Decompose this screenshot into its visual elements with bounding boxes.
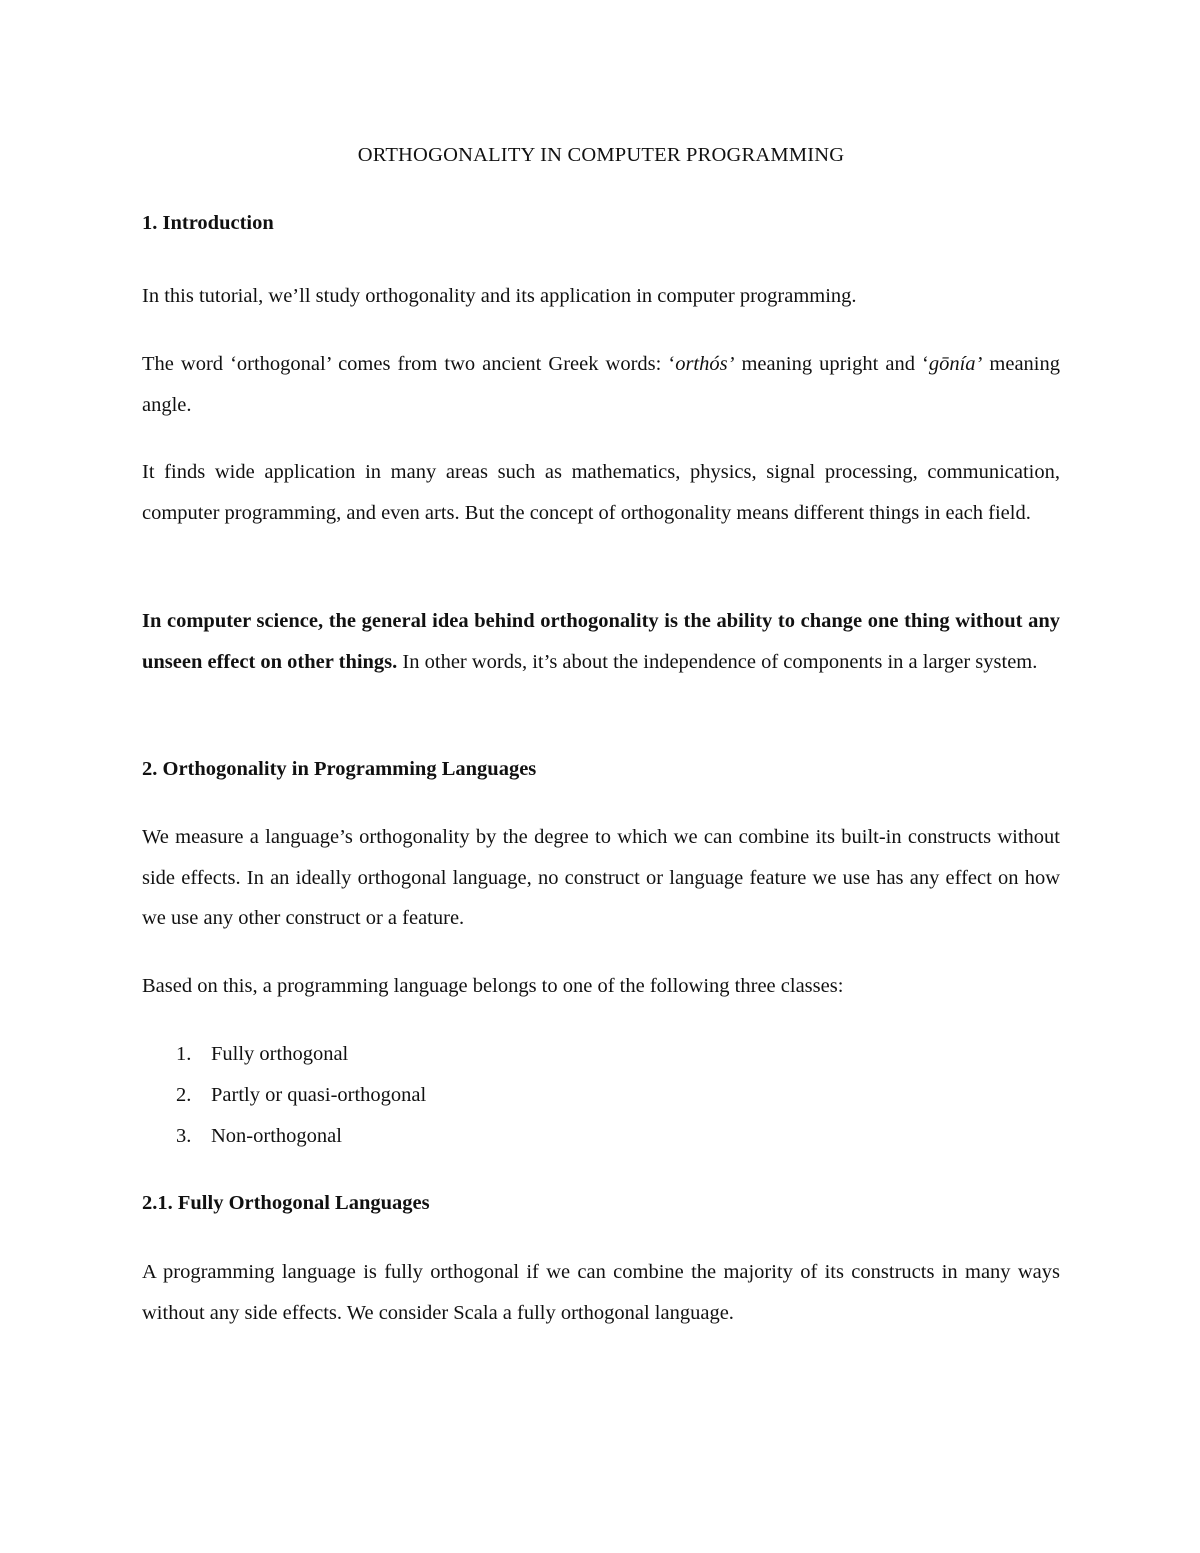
- section-heading-fully-orthogonal: 2.1. Fully Orthogonal Languages: [142, 1192, 430, 1214]
- greek-word-gonia: gōnía’: [928, 353, 983, 375]
- text-segment: meaning angle.: [142, 353, 1061, 416]
- document-title: ORTHOGONALITY IN COMPUTER PROGRAMMING: [357, 144, 845, 166]
- text-segment: In other words, it’s about the independence of components in a larger system.: [397, 650, 1038, 673]
- bold-definition: In computer science, the general idea behind orthogonality is the ability to change one thing without any unseen effect on other things.: [142, 610, 1060, 673]
- document-page: [142, 0, 1060, 1553]
- paragraph-fully-orthogonal: A programming language is fully orthogonal if we can combine the majority of its constructs in many ways without any side effects. We consider Scala a fully orthogonal language.: [142, 1261, 1060, 1324]
- greek-word-orthos: orthós’: [675, 353, 735, 375]
- paragraph-measure: We measure a language’s orthogonality by the degree to which we can combine its built-in constructs without side effects. In an ideally orthogonal language, no construct or language feature we use has any effect on how we use any other construct or a feature.: [142, 826, 1060, 929]
- list-item: 1. Fully orthogonal: [176, 1043, 349, 1065]
- section-heading-introduction: 1. Introduction: [142, 212, 274, 234]
- paragraph-computer-science: [142, 601, 1060, 682]
- section-heading-programming-languages: 2. Orthogonality in Programming Languages: [142, 758, 537, 780]
- paragraph-word-origin: [142, 344, 1060, 425]
- paragraph-applications: It finds wide application in many areas such as mathematics, physics, signal processing, communication, computer programming, and even arts. But the concept of orthogonality means different things in each field.: [142, 461, 1060, 524]
- text-segment: The word ‘orthogonal’ comes from two ancient Greek words: ‘: [142, 353, 676, 375]
- paragraph-intro: In this tutorial, we’ll study orthogonality and its application in computer programming.: [142, 285, 857, 307]
- classes-list: [176, 1034, 426, 1157]
- text-segment: meaning upright and ‘: [734, 353, 929, 375]
- list-item: 3. Non-orthogonal: [176, 1125, 342, 1147]
- paragraph-classes-intro: Based on this, a programming language belongs to one of the following three classes:: [142, 975, 844, 997]
- list-item: 2. Partly or quasi-orthogonal: [176, 1084, 427, 1106]
